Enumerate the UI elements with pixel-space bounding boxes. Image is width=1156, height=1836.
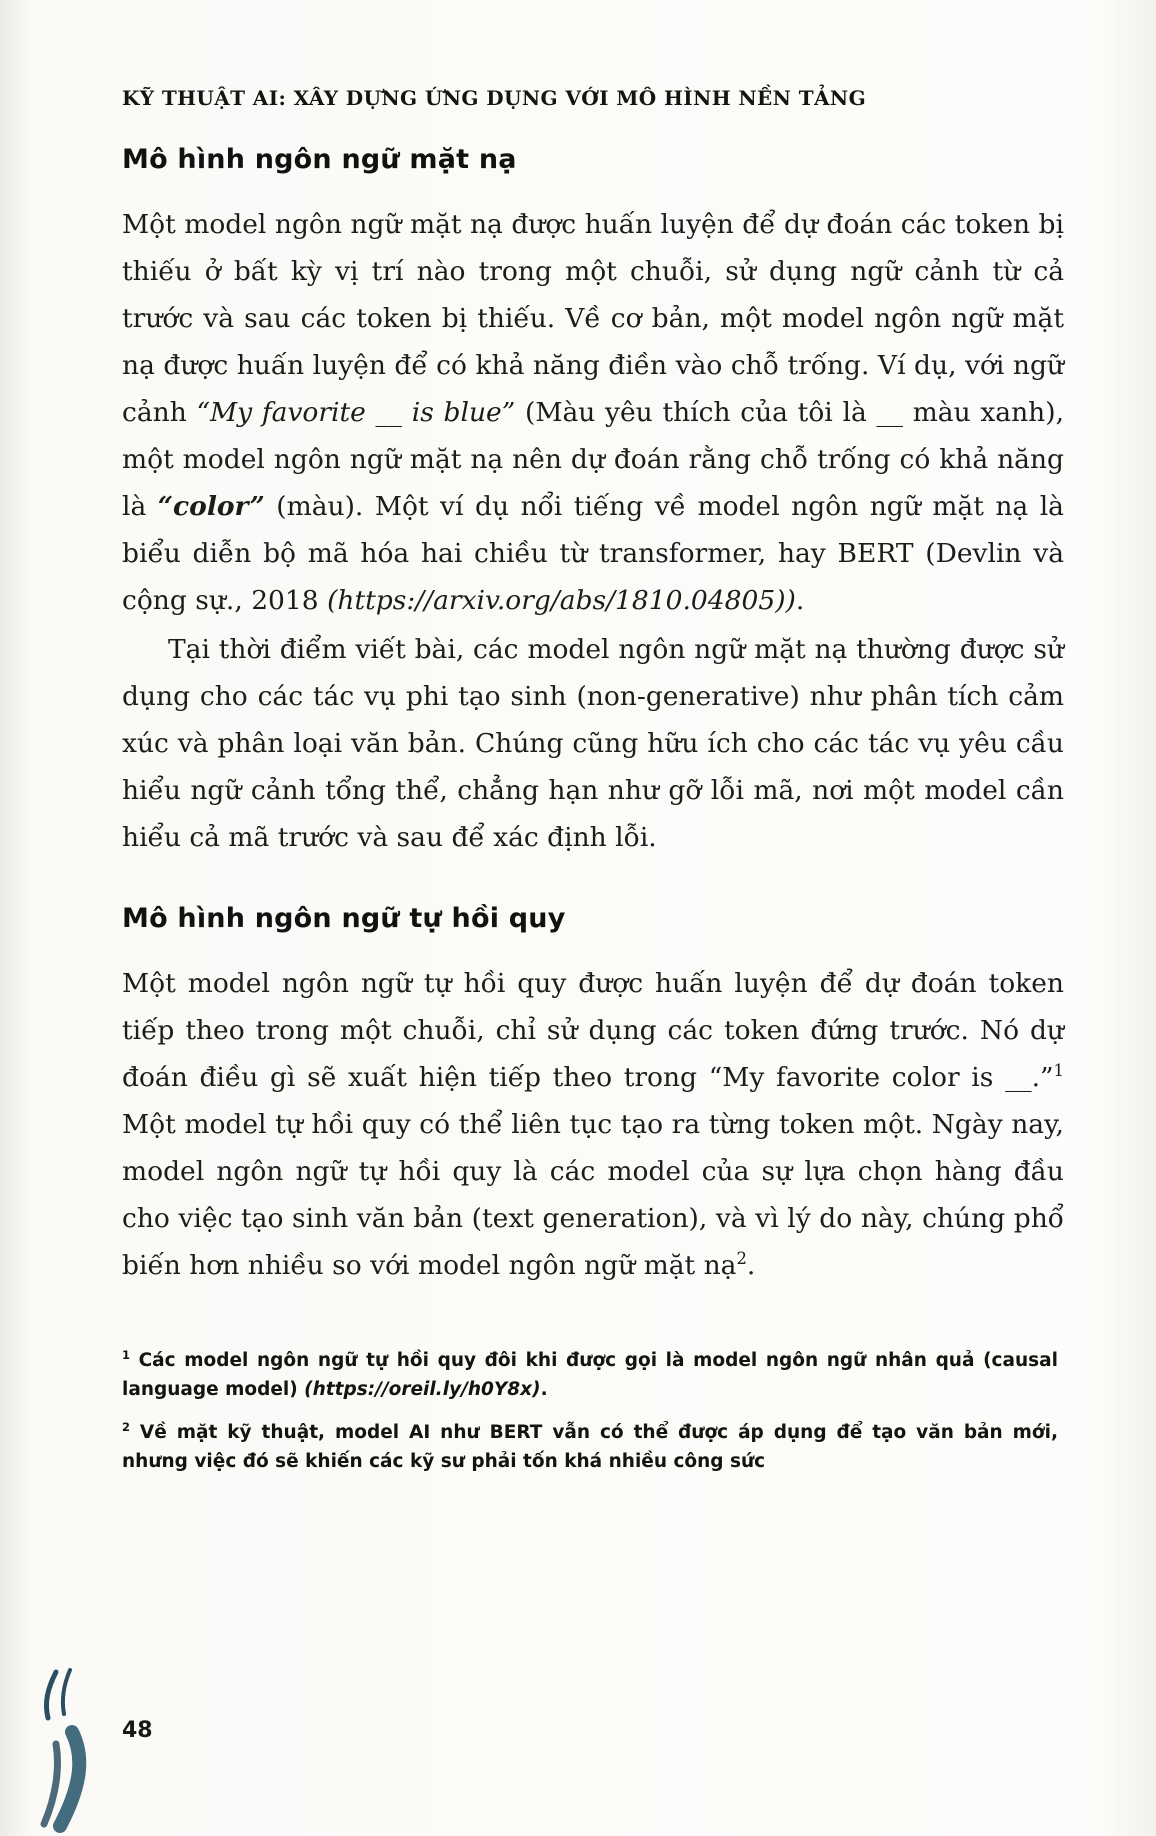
paragraph: Một model ngôn ngữ mặt nạ được huấn luyện để dự đoán các token bị thiếu ở bất kỳ vị trí nào trong một chuỗi, sử dụng ngữ cảnh từ cả trước và sau các token bị thiếu. Về cơ bản, một model ngôn ngữ mặt nạ được huấn luyện để có khả năng điền vào chỗ trống. Ví dụ, với ngữ cảnh “My favorite __ is blue” (Màu yêu thích của tôi là __ màu xanh), một model ngôn ngữ mặt nạ nên dự đoán rằng chỗ trống có khả năng là “color” (màu). Một ví dụ nổi tiếng về model ngôn ngữ mặt nạ là biểu diễn bộ mã hóa hai chiều từ transformer, hay BERT (Devlin và cộng sự., 2018 (https://arxiv.org/abs/1810.04805)). (122, 209, 1064, 616)
section-autoregressive-language-model (122, 903, 1064, 1289)
paragraph: Một model ngôn ngữ tự hồi quy được huấn luyện để dự đoán token tiếp theo trong một chuỗi, chỉ sử dụng các token đứng trước. Nó dự đoán điều gì sẽ xuất hiện tiếp theo trong “My favorite color is __.”$^1$ Một model tự hồi quy có thể liên tục tạo ra từng token một. Ngày nay, model ngôn ngữ tự hồi quy là các model của sự lựa chọn hàng đầu cho việc tạo sinh văn bản (text generation), và vì lý do này, chúng phổ biến hơn nhiều so với model ngôn ngữ mặt nạ$^2$. (122, 968, 1064, 1281)
footnote-1: $^1$ Các model ngôn ngữ tự hồi quy đôi khi được gọi là model ngôn ngữ nhân quả (causal language model) (https://oreil.ly/h0Y8x). (122, 1347, 1058, 1400)
footnotes (122, 1346, 1058, 1490)
ink-mark (26, 1664, 126, 1836)
section-heading-masked-lm: Mô hình ngôn ngữ mặt nạ (122, 144, 517, 175)
page-number: 48 (122, 1718, 153, 1743)
running-header: KỸ THUẬT AI: XÂY DỰNG ỨNG DỤNG VỚI MÔ HÌNH NỀN TẢNG (122, 86, 867, 110)
section-heading-autoregressive-lm: Mô hình ngôn ngữ tự hồi quy (122, 903, 566, 934)
footnote-2: $^2$ Về mặt kỹ thuật, model AI như BERT vẫn có thể được áp dụng để tạo văn bản mới, nhưng việc đó sẽ khiến các kỹ sư phải tốn khá nhiều công sức (122, 1419, 1058, 1472)
section-masked-language-model (122, 144, 1064, 861)
paragraph: Tại thời điểm viết bài, các model ngôn ngữ mặt nạ thường được sử dụng cho các tác vụ phi tạo sinh (non-generative) như phân tích cảm xúc và phân loại văn bản. Chúng cũng hữu ích cho các tác vụ yêu cầu hiểu ngữ cảnh tổng thể, chẳng hạn như gỡ lỗi mã, nơi một model cần hiểu cả mã trước và sau để xác định lỗi. (122, 634, 1064, 853)
